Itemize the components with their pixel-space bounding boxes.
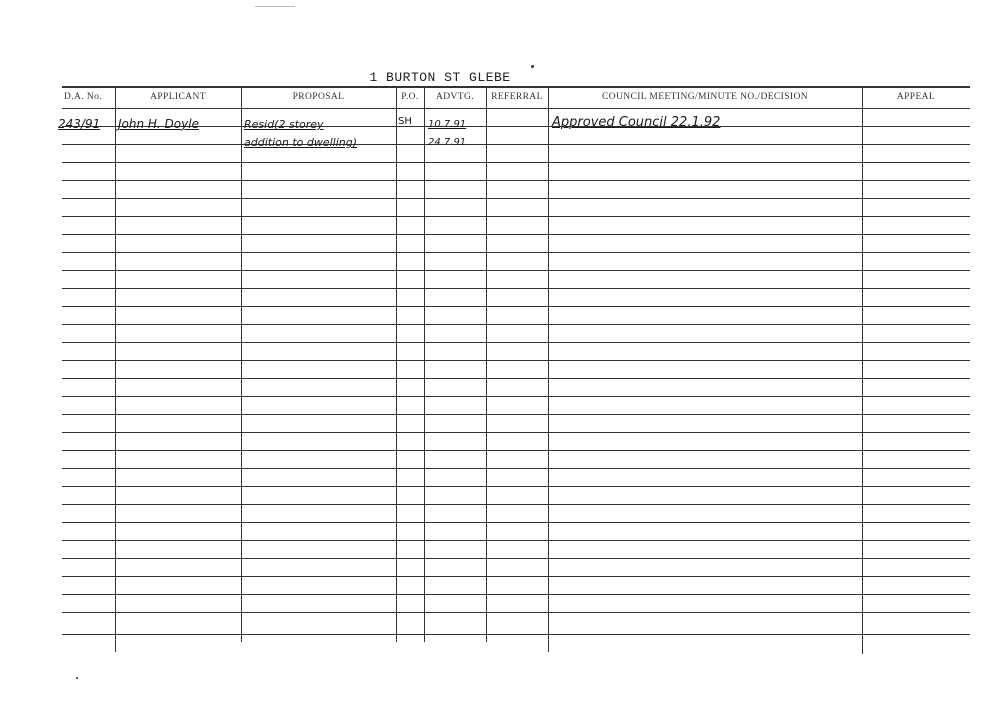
row-rule bbox=[62, 162, 970, 163]
row-rule bbox=[62, 252, 970, 253]
page-title: 1 BURTON ST GLEBE bbox=[369, 70, 511, 85]
row-rule bbox=[62, 198, 970, 199]
row-rule bbox=[62, 270, 970, 271]
entry-proposal-line2: addition to dwelling) bbox=[244, 136, 358, 149]
scan-speck bbox=[531, 65, 534, 68]
row-rule bbox=[62, 432, 970, 433]
row-rule bbox=[62, 306, 970, 307]
row-rule bbox=[62, 634, 970, 635]
column-divider bbox=[115, 86, 116, 652]
header-da-no: D.A. No. bbox=[63, 92, 103, 102]
row-rule bbox=[62, 324, 970, 325]
header-appeal: APPEAL bbox=[896, 92, 936, 102]
entry-po: SH bbox=[398, 116, 412, 127]
entry-proposal-line1: Resid(2 storey bbox=[244, 118, 324, 131]
column-divider bbox=[548, 86, 549, 652]
row-rule bbox=[62, 450, 970, 451]
row-rule bbox=[62, 144, 970, 145]
header-referral: REFERRAL bbox=[491, 92, 543, 102]
header-advtg: ADVTG. bbox=[435, 92, 475, 102]
row-rule bbox=[62, 396, 970, 397]
scan-mark bbox=[255, 6, 295, 7]
row-rule bbox=[62, 378, 970, 379]
row-rule bbox=[62, 342, 970, 343]
row-rule bbox=[62, 486, 970, 487]
row-rule bbox=[62, 216, 970, 217]
header-decision: COUNCIL MEETING/MINUTE NO./DECISION bbox=[601, 92, 808, 102]
row-rule bbox=[62, 576, 970, 577]
header-bottom-rule bbox=[62, 108, 970, 109]
column-divider bbox=[241, 86, 242, 642]
row-rule bbox=[62, 612, 970, 613]
header-applicant: APPLICANT bbox=[150, 92, 206, 102]
column-divider bbox=[424, 86, 425, 642]
column-divider bbox=[486, 86, 487, 642]
entry-advtg-2: 24.7.91 bbox=[428, 137, 467, 148]
row-rule bbox=[62, 540, 970, 541]
entry-applicant: John H. Doyle bbox=[118, 117, 199, 131]
row-rule bbox=[62, 234, 970, 235]
header-po: P.O. bbox=[401, 92, 419, 102]
row-rule bbox=[62, 522, 970, 523]
row-rule bbox=[62, 468, 970, 469]
register-table bbox=[58, 86, 970, 656]
row-rule bbox=[62, 360, 970, 361]
entry-advtg-1: 10.7.91 bbox=[428, 119, 467, 130]
row-rule bbox=[62, 558, 970, 559]
row-rule bbox=[62, 594, 970, 595]
row-rule bbox=[62, 504, 970, 505]
entry-decision: Approved Council 22.1.92 bbox=[552, 115, 721, 130]
entry-da-no: 243/91 bbox=[58, 117, 101, 131]
row-rule bbox=[62, 288, 970, 289]
column-divider bbox=[862, 86, 863, 654]
column-divider bbox=[396, 86, 397, 642]
header-proposal: PROPOSAL bbox=[292, 92, 345, 102]
scan-speck bbox=[76, 677, 78, 679]
row-rule bbox=[62, 180, 970, 181]
row-rule bbox=[62, 414, 970, 415]
